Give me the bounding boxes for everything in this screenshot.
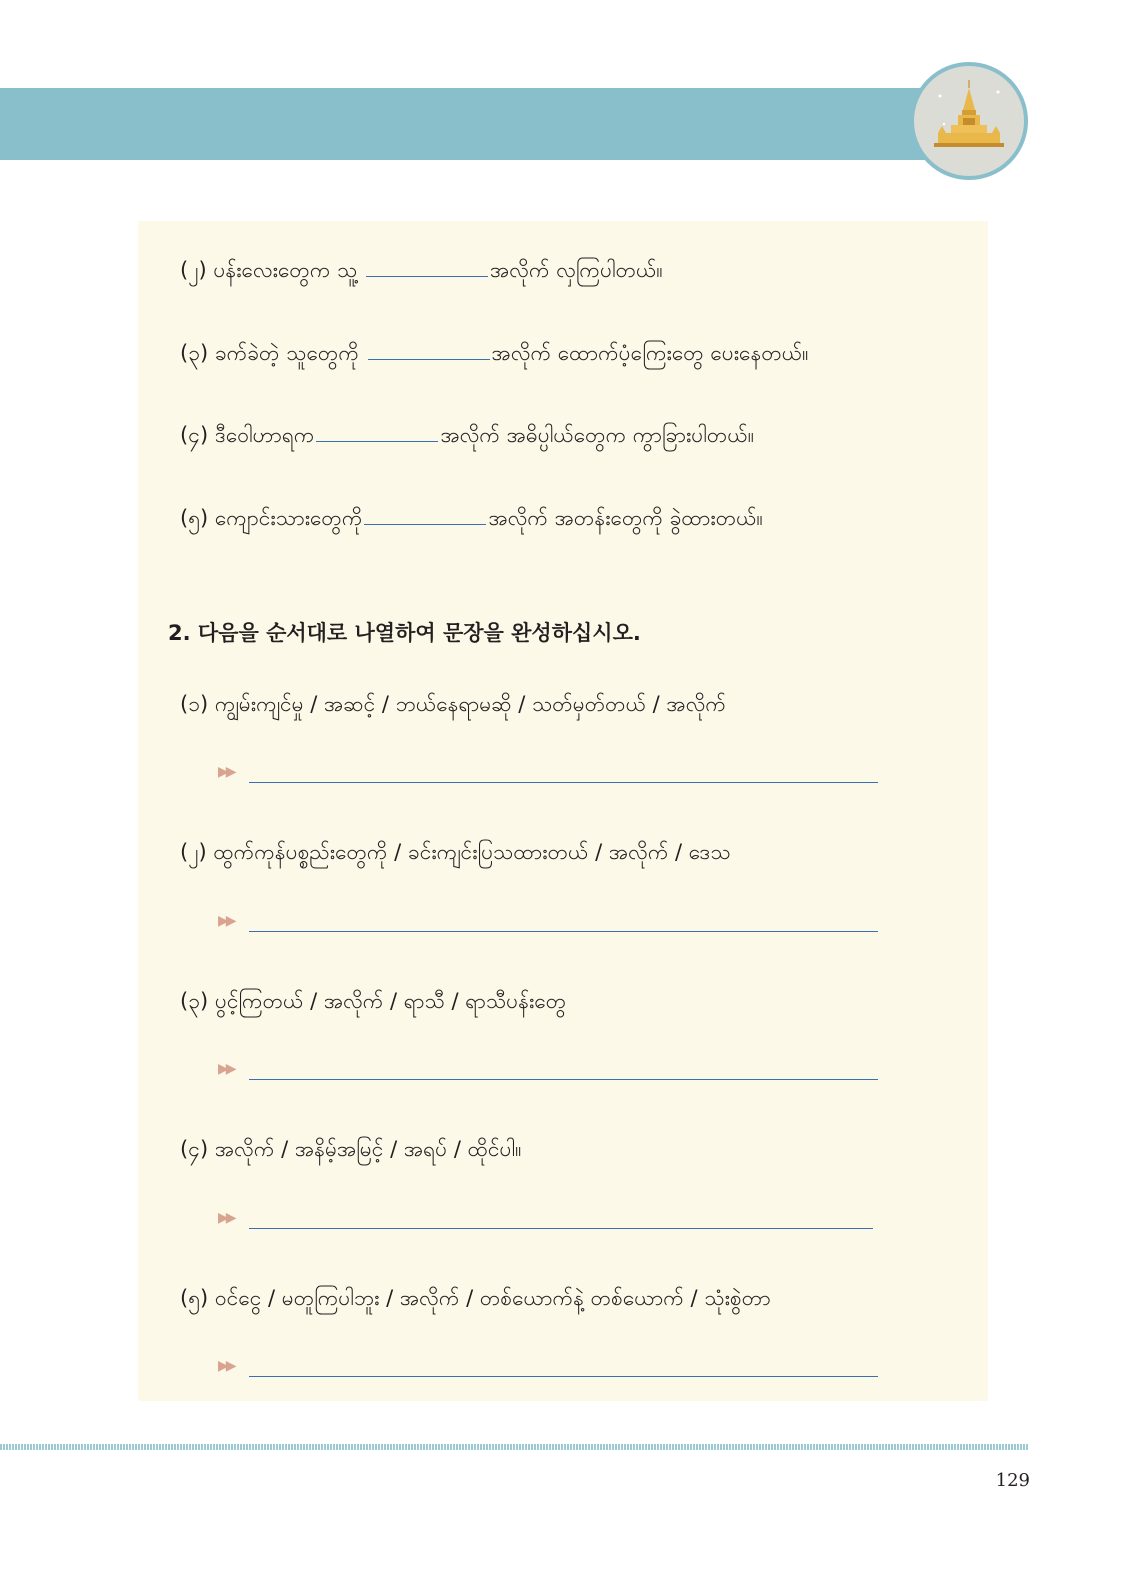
answer-blank[interactable] [366,275,488,277]
item-text-before: (၂) ပန်းလေးတွေက သူ့ [180,258,365,282]
answer-row [218,760,883,790]
answer-line[interactable] [249,931,878,932]
exercise1-item [180,338,809,368]
answer-blank[interactable] [364,523,486,525]
answer-line[interactable] [249,1079,878,1080]
answer-row [218,1206,883,1236]
page-number: 129 [995,1470,1030,1491]
double-arrow-icon: ▶▶ [218,1061,234,1077]
exercise1-item [180,255,663,285]
pagoda-icon [914,66,1024,176]
exercise2-prompt: (၃) ပွင့်ကြတယ် / အလိုက် / ရာသီ / ရာသီပန်းတွေ [180,989,567,1013]
double-arrow-icon: ▶▶ [218,913,234,929]
answer-row [218,1354,883,1384]
answer-blank[interactable] [368,358,490,360]
item-text-before: (၅) ကျောင်းသားတွေကို [180,506,363,530]
answer-blank[interactable] [316,440,438,442]
exercise2-prompt: (၁) ကျွမ်းကျင်မှု / အဆင့် / ဘယ်နေရာမဆို / သတ်မှတ်တယ် / အလိုက် [180,692,726,716]
exercise1-item [180,420,754,450]
answer-row [218,1057,883,1087]
item-text-after: အလိုက် အတန်းတွေကို ခွဲထားတယ်။ [488,506,763,530]
answer-line[interactable] [249,1228,873,1229]
answer-row [218,909,883,939]
item-text-after: အလိုက် အဓိပ္ပါယ်တွေက ကွာခြားပါတယ်။ [440,423,755,447]
footer-dotted-rule [0,1444,1028,1450]
answer-line[interactable] [249,1376,878,1377]
exercise2-title: 2. 다음을 순서대로 나열하여 문장을 완성하십시오. [168,621,641,645]
double-arrow-icon: ▶▶ [218,1358,234,1374]
item-text-before: (၃) ခက်ခဲတဲ့ သူတွေကို [180,341,366,365]
header-band [0,88,960,160]
exercise2-prompt: (၄) အလိုက် / အနိမ့်အမြင့် / အရပ် / ထိုင်ပါ။ [180,1137,522,1161]
double-arrow-icon: ▶▶ [218,764,234,780]
item-text-after: အလိုက် လှကြပါတယ်။ [490,258,663,282]
double-arrow-icon: ▶▶ [218,1210,234,1226]
item-text-after: အလိုက် ထောက်ပံ့ကြေးတွေ ပေးနေတယ်။ [491,341,809,365]
pagoda-badge [910,62,1028,180]
exercise1-item [180,503,763,533]
answer-line[interactable] [249,782,878,783]
exercise2-prompt: (၅) ဝင်ငွေ / မတူကြပါဘူး / အလိုက် / တစ်ယောက်နဲ့ တစ်ယောက် / သုံးစွဲတာ [180,1286,771,1310]
exercise2-prompt: (၂) ထွက်ကုန်ပစ္စည်းတွေကို / ခင်းကျင်းပြသထားတယ် / အလိုက် / ဒေသ [180,840,731,864]
item-text-before: (၄) ဒီဝေါဟာရက [180,423,315,447]
